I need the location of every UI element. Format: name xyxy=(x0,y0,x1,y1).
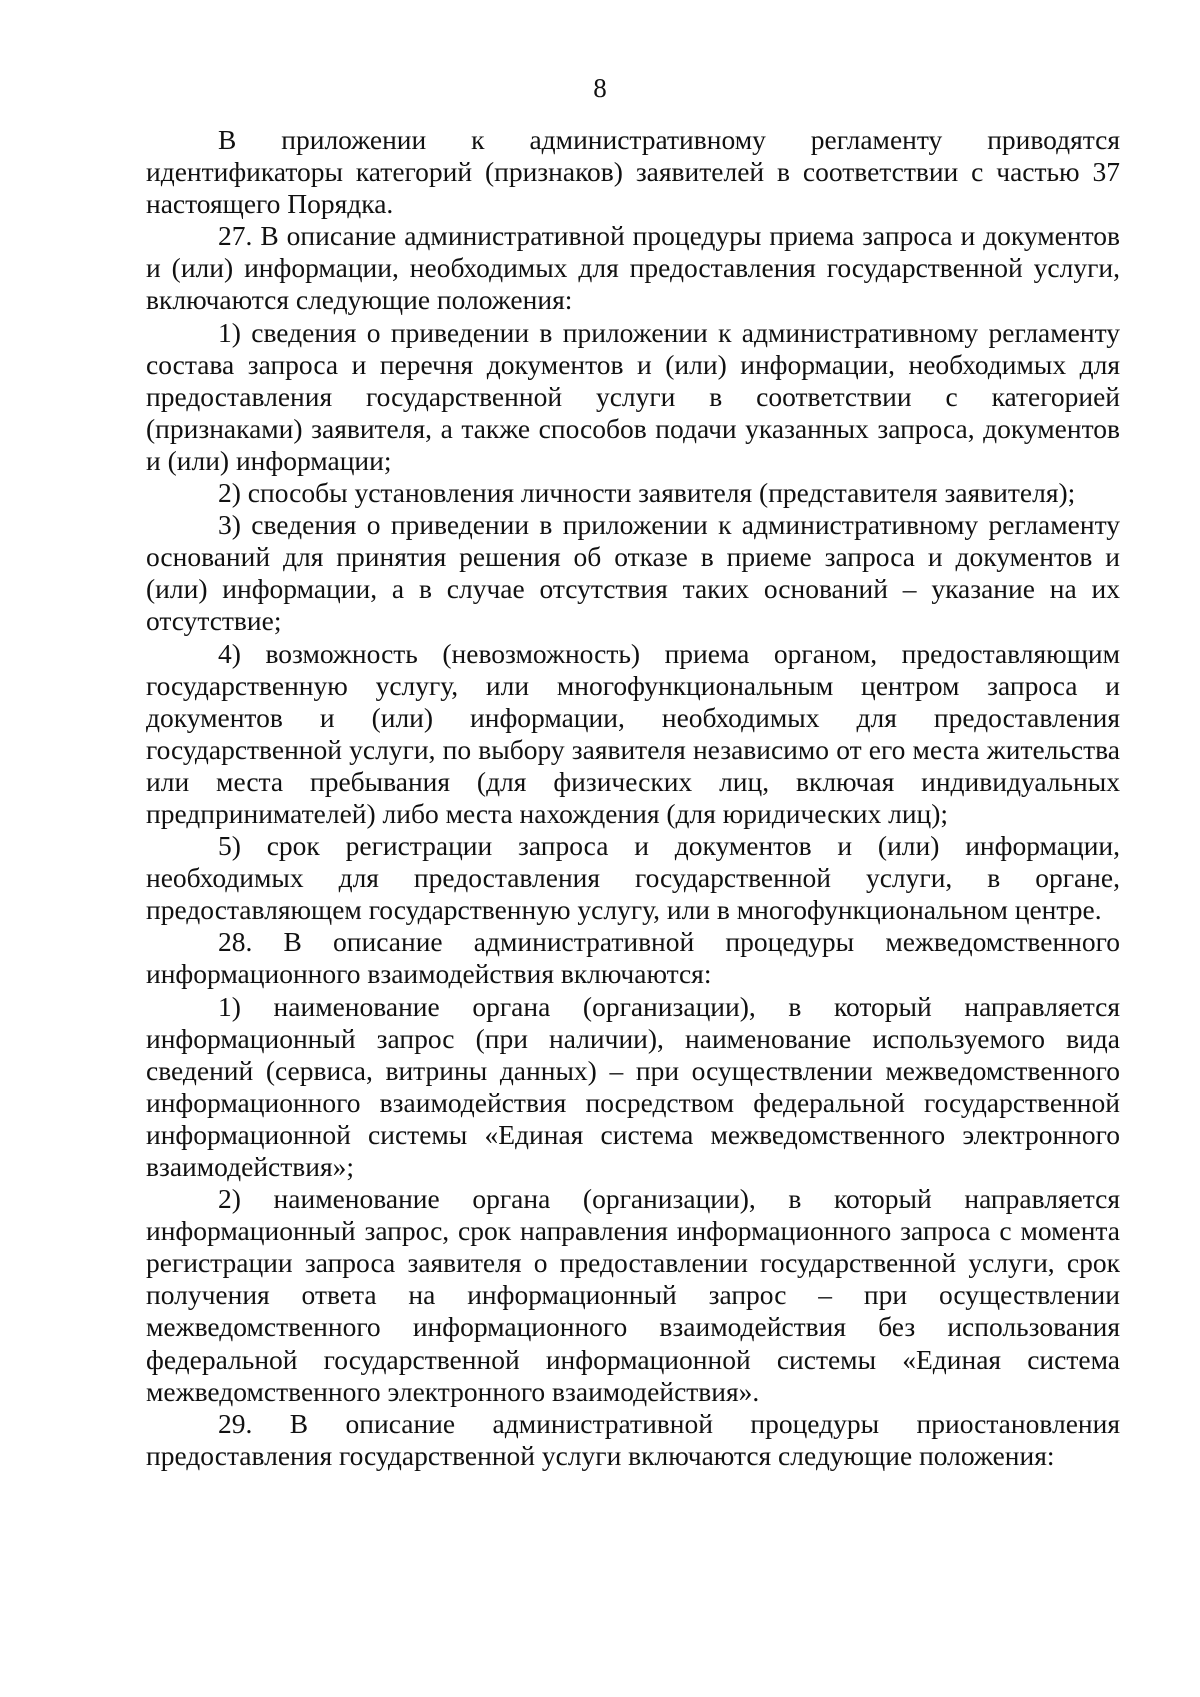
paragraph-28-item-1: 1) наименование органа (организации), в который направляется информационный запрос (при наличии), наименование используемого вида сведений (сервиса, витрины данных) – при осуществлении межведомственного информационного взаимодействия посредством федеральной государственной информационной системы «Единая система межведомственного электронного взаимодействия»; xyxy=(146,990,1120,1182)
paragraph-27: 27. В описание административной процедуры приема запроса и документов и (или) информации, необходимых для предоставления государственной услуги, включаются следующие положения: xyxy=(146,220,1120,316)
paragraph-28-item-2: 2) наименование органа (организации), в который направляется информационный запрос, срок направления информационного запроса с момента регистрации запроса заявителя о предоставлении государственной услуги, срок получения ответа на информационный запрос – при осуществлении межведомственного информационного взаимодействия без использования федеральной государственной информационной системы «Единая система межведомственного электронного взаимодействия». xyxy=(146,1183,1120,1407)
paragraph-intro-identifiers: В приложении к административному регламенту приводятся идентификаторы категорий (признаков) заявителей в соответствии с частью 37 настоящего Порядка. xyxy=(146,124,1120,220)
page-number: 8 xyxy=(593,73,607,103)
paragraph-27-item-5: 5) срок регистрации запроса и документов и (или) информации, необходимых для предоставления государственной услуги, в органе, предоставляющем государственную услугу, или в многофункциональном центре. xyxy=(146,830,1120,926)
paragraph-27-item-4: 4) возможность (невозможность) приема органом, предоставляющим государственную услугу, или многофункциональным центром запроса и документов и (или) информации, необходимых для предоставления государственной услуги, по выбору заявителя независимо от его места жительства или места пребывания (для физических лиц, включая индивидуальных предпринимателей) либо места нахождения (для юридических лиц); xyxy=(146,637,1120,829)
paragraph-27-item-3: 3) сведения о приведении в приложении к административному регламенту оснований для принятия решения об отказе в приеме запроса и документов и (или) информации, а в случае отсутствия таких оснований – указание на их отсутствие; xyxy=(146,509,1120,637)
document-body xyxy=(146,124,1120,1472)
paragraph-27-item-2: 2) способы установления личности заявителя (представителя заявителя); xyxy=(218,477,1076,509)
paragraph-29: 29. В описание административной процедуры приостановления предоставления государственной услуги включаются следующие положения: xyxy=(146,1407,1120,1471)
paragraph-28: 28. В описание административной процедуры межведомственного информационного взаимодействия включаются: xyxy=(146,926,1120,990)
paragraph-27-item-1: 1) сведения о приведении в приложении к административному регламенту состава запроса и перечня документов и (или) информации, необходимых для предоставления государственной услуги в соответствии с категорией (признаками) заявителя, а также способов подачи указанных запроса, документов и (или) информации; xyxy=(146,316,1120,476)
